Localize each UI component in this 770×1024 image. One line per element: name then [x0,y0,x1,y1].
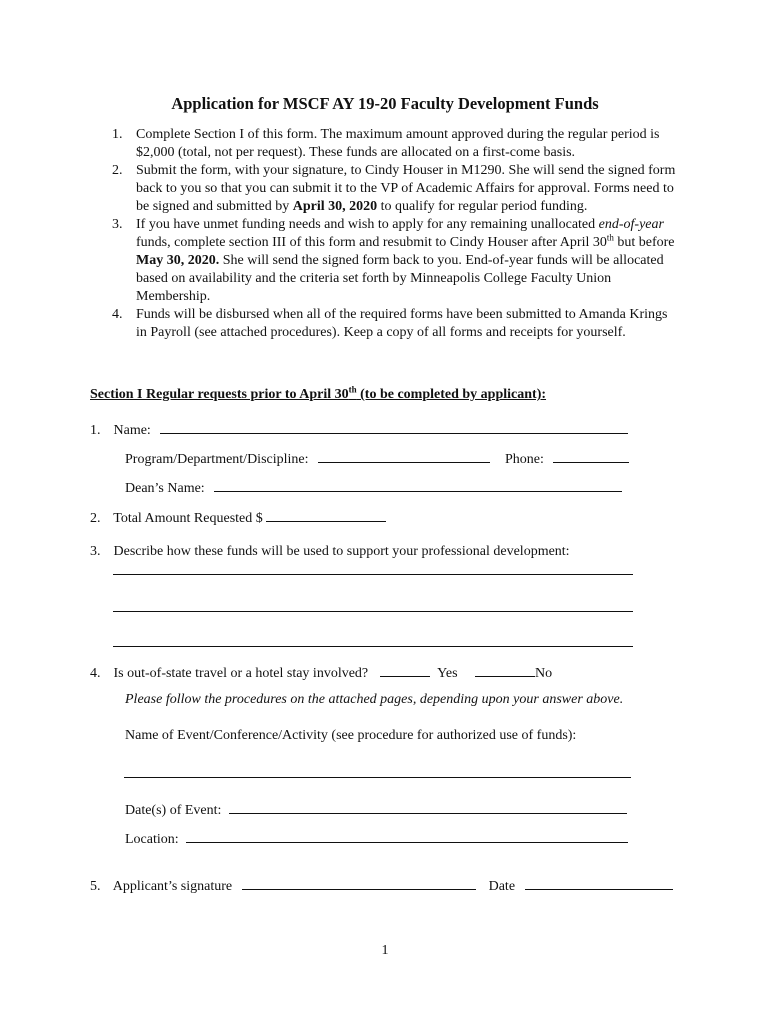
question-3-number: 3. [90,544,101,559]
program-label: Program/Department/Discipline: [125,452,309,467]
travel-label: Is out-of-state travel or a hotel stay involved? [113,666,369,681]
signature-row [90,876,673,895]
amount-label: Total Amount Requested $ [113,511,263,526]
dean-field[interactable] [214,478,622,492]
question-2-number: 2. [90,511,101,526]
yes-field[interactable] [380,663,430,677]
instruction-number: 4. [112,307,123,322]
instruction-text: May 30, 2020. [136,253,220,268]
page-title: Application for MSCF AY 19-20 Faculty Development Funds [171,94,599,113]
instruction-text: If you have unmet funding needs and wish to apply for any remaining unallocated [136,217,599,232]
instruction-text: funds, complete section III of this form and resubmit to Cindy Houser after April 30 [136,235,607,250]
section-1-heading-tail: (to be completed by applicant): [356,387,547,402]
amount-row [90,508,386,527]
name-field[interactable] [160,420,628,434]
event-name-label: Name of Event/Conference/Activity (see procedure for authorized use of funds): [125,728,577,743]
event-dates-field[interactable] [229,800,627,814]
page-number: 1 [381,943,389,958]
section-1-heading [90,384,547,403]
no-label: No [535,666,553,681]
date-label: Date [488,879,516,894]
travel-row [90,663,552,682]
question-4-number: 4. [90,666,101,681]
instruction-text: but before [613,235,675,250]
describe-line-3[interactable] [113,646,633,647]
program-row [125,449,629,468]
date-field[interactable] [525,876,673,890]
instruction-text: Funds will be disbursed when all of the required forms have been submitted to Amanda Krings in Payroll (see attached procedures). Keep a copy of all forms and receipts for yourself. [136,307,668,340]
amount-field[interactable] [266,508,386,522]
dean-row [125,478,622,497]
location-label: Location: [125,832,179,847]
instruction-number: 3. [112,217,123,232]
section-1-heading-main: Section I Regular requests prior to April 30 [90,387,349,402]
yes-label: Yes [437,666,458,681]
procedures-note: Please follow the procedures on the attached pages, depending upon your answer above. [125,692,624,707]
describe-row [90,544,570,560]
instruction-number: 1. [112,127,123,142]
question-1-number: 1. [90,423,101,438]
describe-line-1[interactable] [113,574,633,575]
instruction-text: to qualify for regular period funding. [377,199,588,214]
describe-label: Describe how these funds will be used to support your professional development: [113,544,570,559]
event-dates-label: Date(s) of Event: [125,803,222,818]
instruction-item [112,126,680,162]
question-5-number: 5. [90,879,101,894]
phone-label: Phone: [505,452,544,467]
describe-line-2[interactable] [113,611,633,612]
instruction-text: Submit the form, with your signature, to Cindy Houser in M1290. She will send the signed form back to you so that you can submit it to the VP of Academic Affairs for approval. Forms need to be signed and submitted by [136,163,676,214]
instruction-number: 2. [112,163,123,178]
name-label: Name: [113,423,151,438]
location-field[interactable] [186,829,628,843]
program-field[interactable] [318,449,490,463]
instruction-text: Complete Section I of this form. The maximum amount approved during the regular period is $2,000 (total, not per request). These funds are allocated on a first-come basis. [136,127,660,160]
instructions-list [112,126,680,342]
instruction-item [112,162,680,216]
no-field[interactable] [475,663,535,677]
name-row [90,420,628,439]
instruction-text: April 30, 2020 [292,199,378,214]
section-1-heading-sup: th [348,384,357,395]
event-dates-row [125,800,627,819]
location-row [125,829,628,848]
phone-field[interactable] [553,449,629,463]
signature-field[interactable] [242,876,476,890]
signature-label: Applicant’s signature [112,879,233,894]
instruction-item [112,216,680,306]
instruction-text: end-of-year [598,217,664,232]
event-name-field[interactable] [124,777,631,778]
instruction-text: She will send the signed form back to you. End-of-year funds will be allocated based on availability and the criteria set forth by Minneapolis College Faculty Union Membership. [136,253,664,304]
instruction-text: th [606,232,614,243]
dean-label: Dean’s Name: [125,481,205,496]
instruction-item [112,306,680,342]
